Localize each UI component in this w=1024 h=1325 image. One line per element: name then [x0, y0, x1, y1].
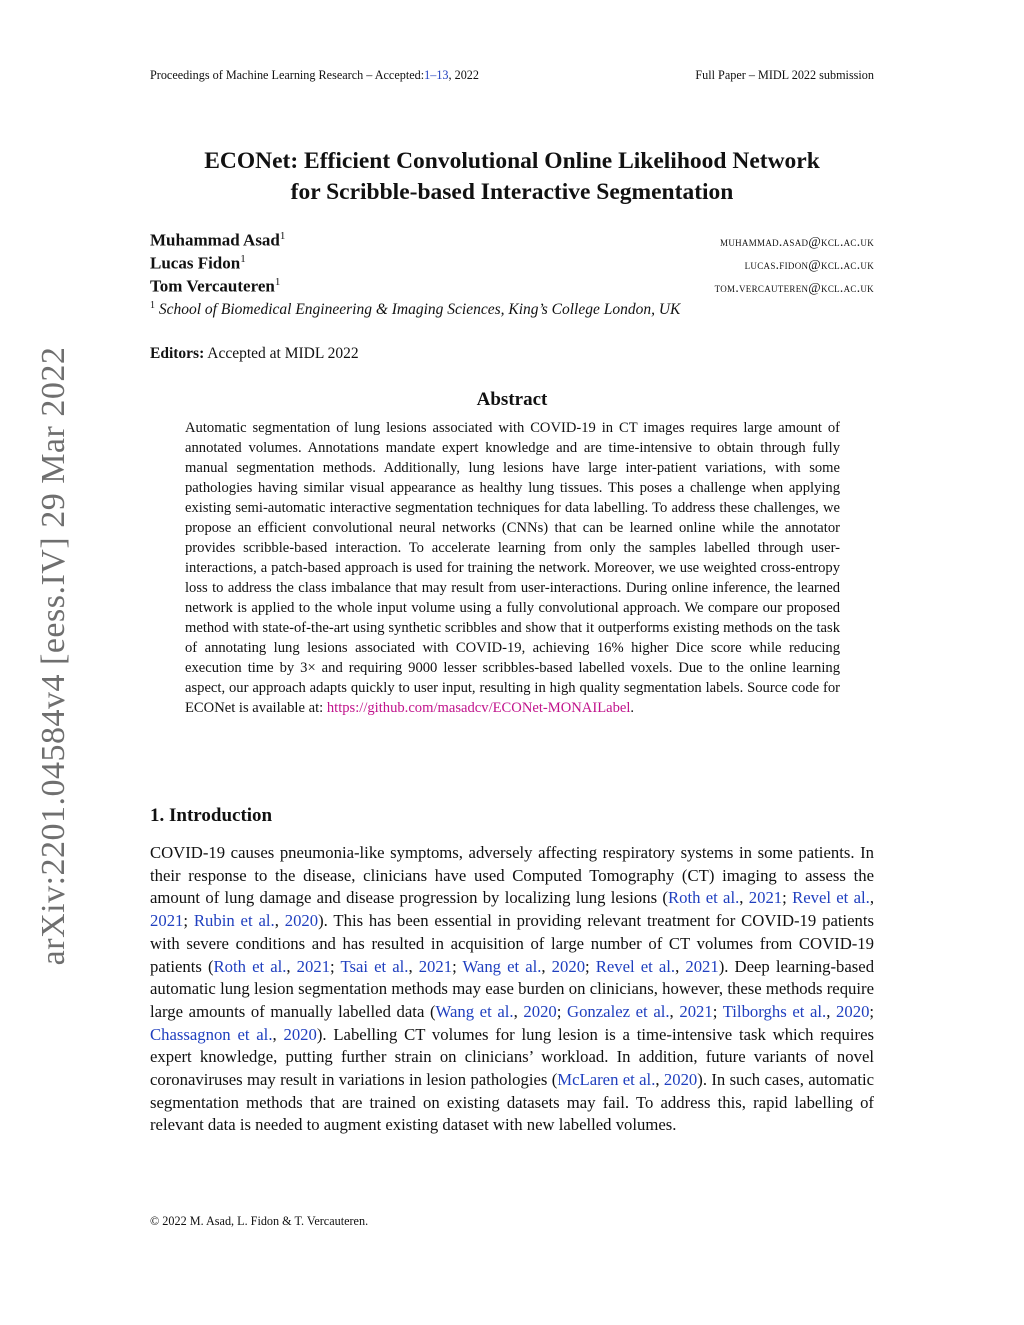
citation-link[interactable]: 2021: [296, 956, 331, 976]
citation-link[interactable]: 2020: [663, 1070, 698, 1090]
author-row: Lucas Fidon$^1$ lucas.fidon@kcl.ac.uk: [150, 253, 874, 273]
author-row: Muhammad Asad$^1$ muhammad.asad@kcl.ac.uk: [150, 230, 874, 250]
paper-title: [0, 146, 1024, 208]
author-email[interactable]: lucas.fidon@kcl.ac.uk: [744, 256, 874, 272]
author-block: [150, 230, 874, 319]
author-email[interactable]: muhammad.asad@kcl.ac.uk: [720, 233, 874, 249]
citation-link[interactable]: Chassagnon et al.: [150, 1024, 273, 1044]
citation-link[interactable]: 2021: [418, 956, 453, 976]
abstract-heading: Abstract: [476, 389, 548, 410]
citation-link[interactable]: Roth et al.: [667, 888, 740, 908]
citation-link[interactable]: Tsai et al.: [340, 956, 409, 976]
author-name: Muhammad Asad: [150, 230, 280, 250]
citation-link[interactable]: Gonzalez et al.: [567, 1001, 670, 1021]
author-name: Lucas Fidon: [150, 253, 241, 273]
citation-link[interactable]: 2020: [836, 1001, 870, 1021]
citation-link[interactable]: 2021: [685, 956, 719, 976]
citation-link[interactable]: 2020: [551, 956, 586, 976]
section-heading: 1. Introduction: [150, 805, 273, 826]
citation-link[interactable]: Revel et al.: [792, 888, 870, 908]
abstract-body: Automatic segmentation of lung lesions associated with COVID-19 in CT images requires large amount of annotated volumes. Annotations mandate expert knowledge and are time-intensive to obtain through fully manual segmentation methods. Additionally, lung lesions have large inter-patient variations, with some pathologies having similar visual appearance as healthy lung tissues. This poses a challenge when applying existing semi-automatic interactive segmentation techniques for data labelling. To address these challenges, we propose an efficient convolutional neural networks (CNNs) that can be learned online while the annotator provides scribble-based interaction. To accelerate learning from only the samples labelled through user-interactions, a patch-based approach is used for training the network. Moreover, we use weighted cross-entropy loss to address the class imbalance that may result from user-interactions. During online inference, the learned network is applied to the whole input volume using a fully convolutional approach. We compare our proposed method with state-of-the-art using synthetic scribbles and show that it outperforms existing methods on the task of annotating lung lesions associated with COVID-19, achieving 16% higher Dice score while reducing execution time by 3× and requiring 9000 lesser scribbles-based labelled voxels. Due to the online learning aspect, our approach adapts quickly to user input, resulting in high quality segmentation labels. Source code for ECONet is available at: https://github.com/masadcv/ECONet-MONAILabel.: [185, 420, 840, 716]
citation-link[interactable]: 2020: [523, 1001, 557, 1021]
title-line-1: ECONet: Efficient Convolutional Online Likelihood Network: [204, 148, 820, 174]
citation-link[interactable]: 2021: [748, 888, 783, 908]
citation-link[interactable]: Wang et al.: [435, 1001, 514, 1021]
citation-link[interactable]: Revel et al.: [595, 956, 676, 976]
citation-link[interactable]: 2020: [284, 911, 319, 931]
citation-link[interactable]: Wang et al.: [462, 956, 542, 976]
running-header-left: Proceedings of Machine Learning Research – Accepted:1–13, 2022: [150, 68, 479, 82]
citation-link[interactable]: Roth et al.: [213, 956, 287, 976]
author-row: Tom Vercauteren$^1$ tom.vercauteren@kcl.ac.uk: [150, 276, 874, 296]
citation-link[interactable]: 2021: [679, 1001, 713, 1021]
affiliation: $^1$ School of Biomedical Engineering & Imaging Sciences, King’s College London, UK: [150, 300, 681, 319]
author-name: Tom Vercauteren: [150, 276, 275, 296]
copyright-footer: © 2022 M. Asad, L. Fidon & T. Vercauteren.: [150, 1214, 369, 1228]
introduction-body: COVID-19 causes pneumonia-like symptoms, adversely affecting respiratory systems in some patients. In their response to the disease, clinicians have used Computed Tomography (CT) imaging to assess the amount of lung damage and disease progression by localizing lung lesions (Roth et al., 2021; Revel et al., 2021; Rubin et al., 2020). This has been essential in providing relevant treatment for COVID-19 patients with severe conditions and has resulted in acquisition of large number of CT volumes from COVID-19 patients (Roth et al., 2021; Tsai et al., 2021; Wang et al., 2020; Revel et al., 2021). Deep learning-based automatic lung lesion segmentation methods may ease burden on clinicians, however, these methods require large amounts of manually labelled data (Wang et al., 2020; Gonzalez et al., 2021; Tilborghs et al., 2020; Chassagnon et al., 2020). Labelling CT volumes for lung lesion is a time-intensive task which requires expert knowledge, putting further strain on clinicians’ workload. In addition, future variants of novel coronaviruses may result in variations in lesion pathologies (McLaren et al., 2020). In such cases, automatic segmentation methods that are trained on existing datasets may fail. To address this, rapid labelling of relevant data is needed to augment existing dataset with new labelled volumes.: [150, 843, 875, 1135]
citation-link[interactable]: McLaren et al.: [557, 1070, 656, 1090]
author-email[interactable]: tom.vercauteren@kcl.ac.uk: [714, 279, 874, 295]
citation-link[interactable]: 2021: [150, 911, 184, 931]
arxiv-side-label: arXiv:2201.04584v4 [eess.IV] 29 Mar 2022: [35, 346, 72, 966]
title-line-2: for Scribble-based Interactive Segmentation: [290, 179, 734, 205]
citation-link[interactable]: 2020: [283, 1024, 317, 1044]
citation-link[interactable]: Tilborghs et al.: [722, 1001, 827, 1021]
source-code-link[interactable]: https://github.com/masadcv/ECONet-MONAILabel: [326, 700, 631, 716]
running-header-right: Full Paper – MIDL 2022 submission: [695, 68, 874, 82]
editors-line: Editors: Accepted at MIDL 2022: [150, 345, 359, 362]
page-end-link[interactable]: 13: [436, 68, 449, 82]
page-start-link[interactable]: 1: [424, 68, 431, 82]
citation-link[interactable]: Rubin et al.: [193, 911, 275, 931]
